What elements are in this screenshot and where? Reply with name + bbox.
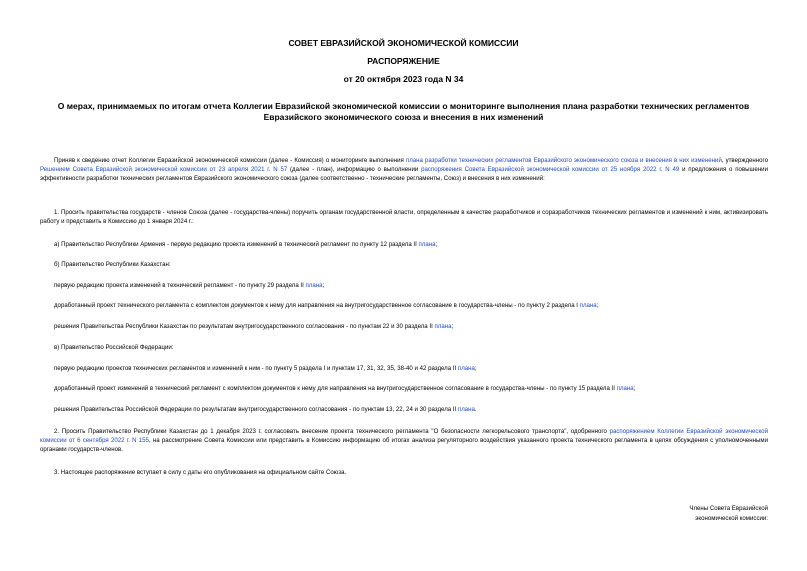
- order-49-link[interactable]: распоряжения Совета Евразийской экономической комиссии от 25 ноября 2022 г. N 49: [421, 166, 680, 173]
- signature-block: [580, 504, 768, 524]
- item-russia-2: доработанный проект изменений в технический регламент с комплектом документов к нему для направления на внутригосударственное согласование в государства-члены - по пункту 15 раздела II плана;: [54, 385, 636, 392]
- item-russia-heading: в) Правительство Российской Федерации:: [54, 344, 174, 351]
- item-russia-3: решения Правительства Российской Федерации по результатам внутригосударственного согласования - по пунктам 13, 22, 24 и 30 раздела II плана.: [54, 406, 477, 413]
- paragraph-2: 2. Просить Правительство Республики Казахстан до 1 декабря 2023 г. согласовать внесение проекта технического регламента "О безопасности легкорельсового транспорта", одобренного распоряжением Коллегии Евразийской экономической комиссии от 6 сентября 2022 г. N 155, на рассмотрение Совета Комиссии или представить в Комиссию информацию об итогах анализа регуляторного воздействия указанного проекта технического регламента в целях обсуждения с уполномоченными органами государств-членов.: [40, 428, 768, 453]
- intro-paragraph: Приняв к сведению отчет Коллегии Евразийской экономической комиссии (далее - Комиссия) о мониторинге выполнения плана разработки технических регламентов Евразийского экономического союза и внесения в них изменений, утвержденного Решением Совета Евразийской экономической комиссии от 23 апреля 2021 г. N 57 (далее - план), информацию о выполнении распоряжения Совета Евразийской экономической комиссии от 25 ноября 2022 г. N 49 и предложения о повышении эффективности разработки технических регламентов Евразийского экономического союза (далее соответственно - технические регламенты, Союз) и внесения в них изменений:: [40, 157, 768, 182]
- decision-57-link[interactable]: Решением Совета Евразийской экономической комиссии от 23 апреля 2021 г. N 57: [40, 166, 288, 173]
- plan-link[interactable]: плана: [457, 365, 475, 372]
- plan-link[interactable]: плана: [305, 282, 323, 289]
- document-date-number: от 20 октября 2023 года N 34: [343, 74, 464, 84]
- item-armenia: а) Правительство Республики Армения - первую редакцию проекта изменений в технический регламент по пункту 12 раздела II плана;: [54, 241, 438, 248]
- plan-link[interactable]: плана: [457, 406, 475, 413]
- item-kazakhstan-1: первую редакцию проекта изменений в технический регламент - по пункту 29 раздела II плана;: [54, 282, 325, 289]
- item-kazakhstan-3: решения Правительства Республики Казахстан по результатам внутригосударственного согласования - по пунктам 22 и 30 раздела II плана;: [54, 323, 454, 330]
- issuing-body: СОВЕТ ЕВРАЗИЙСКОЙ ЭКОНОМИЧЕСКОЙ КОМИССИИ: [288, 38, 519, 48]
- plan-link[interactable]: плана: [579, 302, 597, 309]
- document-title: О мерах, принимаемых по итогам отчета Коллегии Евразийской экономической комиссии о мониторинге выполнения плана разработки технических регламентов Евразийского экономического союза и внесения в них изменений: [57, 101, 750, 122]
- signature-line-1: Члены Совета Евразийской: [689, 505, 768, 512]
- order-155-link[interactable]: распоряжением Коллегии Евразийской экономической комиссии от 6 сентября 2022 г. N 155: [40, 428, 768, 444]
- plan-link[interactable]: плана: [418, 241, 436, 248]
- item-russia-1: первую редакцию проектов технических регламентов и изменений к ним - по пункту 5 раздела I и пунктам 17, 31, 32, 35, 38-40 и 42 раздела II плана;: [54, 365, 477, 372]
- paragraph-1: 1. Просить правительства государств - членов Союза (далее - государства-члены) поручить органам государственной власти, определенным в качестве разработчиков и соразработчиков технических регламентов и изменений к ним, активизировать работу и представить в Комиссию до 1 января 2024 г.:: [40, 209, 768, 225]
- paragraph-3: 3. Настоящее распоряжение вступает в силу с даты его опубликования на официальном сайте Союза.: [54, 469, 347, 476]
- item-kazakhstan-2: доработанный проект технического регламента с комплектом документов к нему для направления на внутригосударственное согласование в государства-члены - по пункту 2 раздела I плана;: [54, 302, 599, 309]
- plan-link[interactable]: плана: [434, 323, 452, 330]
- item-kazakhstan-heading: б) Правительство Республики Казахстан:: [54, 261, 171, 268]
- plan-link[interactable]: плана: [616, 385, 634, 392]
- signature-line-2: экономической комиссии:: [695, 515, 768, 522]
- plan-link[interactable]: плана разработки технических регламентов Евразийского экономического союза и внесения в них изменений: [405, 157, 722, 164]
- document-type: РАСПОРЯЖЕНИЕ: [367, 56, 440, 66]
